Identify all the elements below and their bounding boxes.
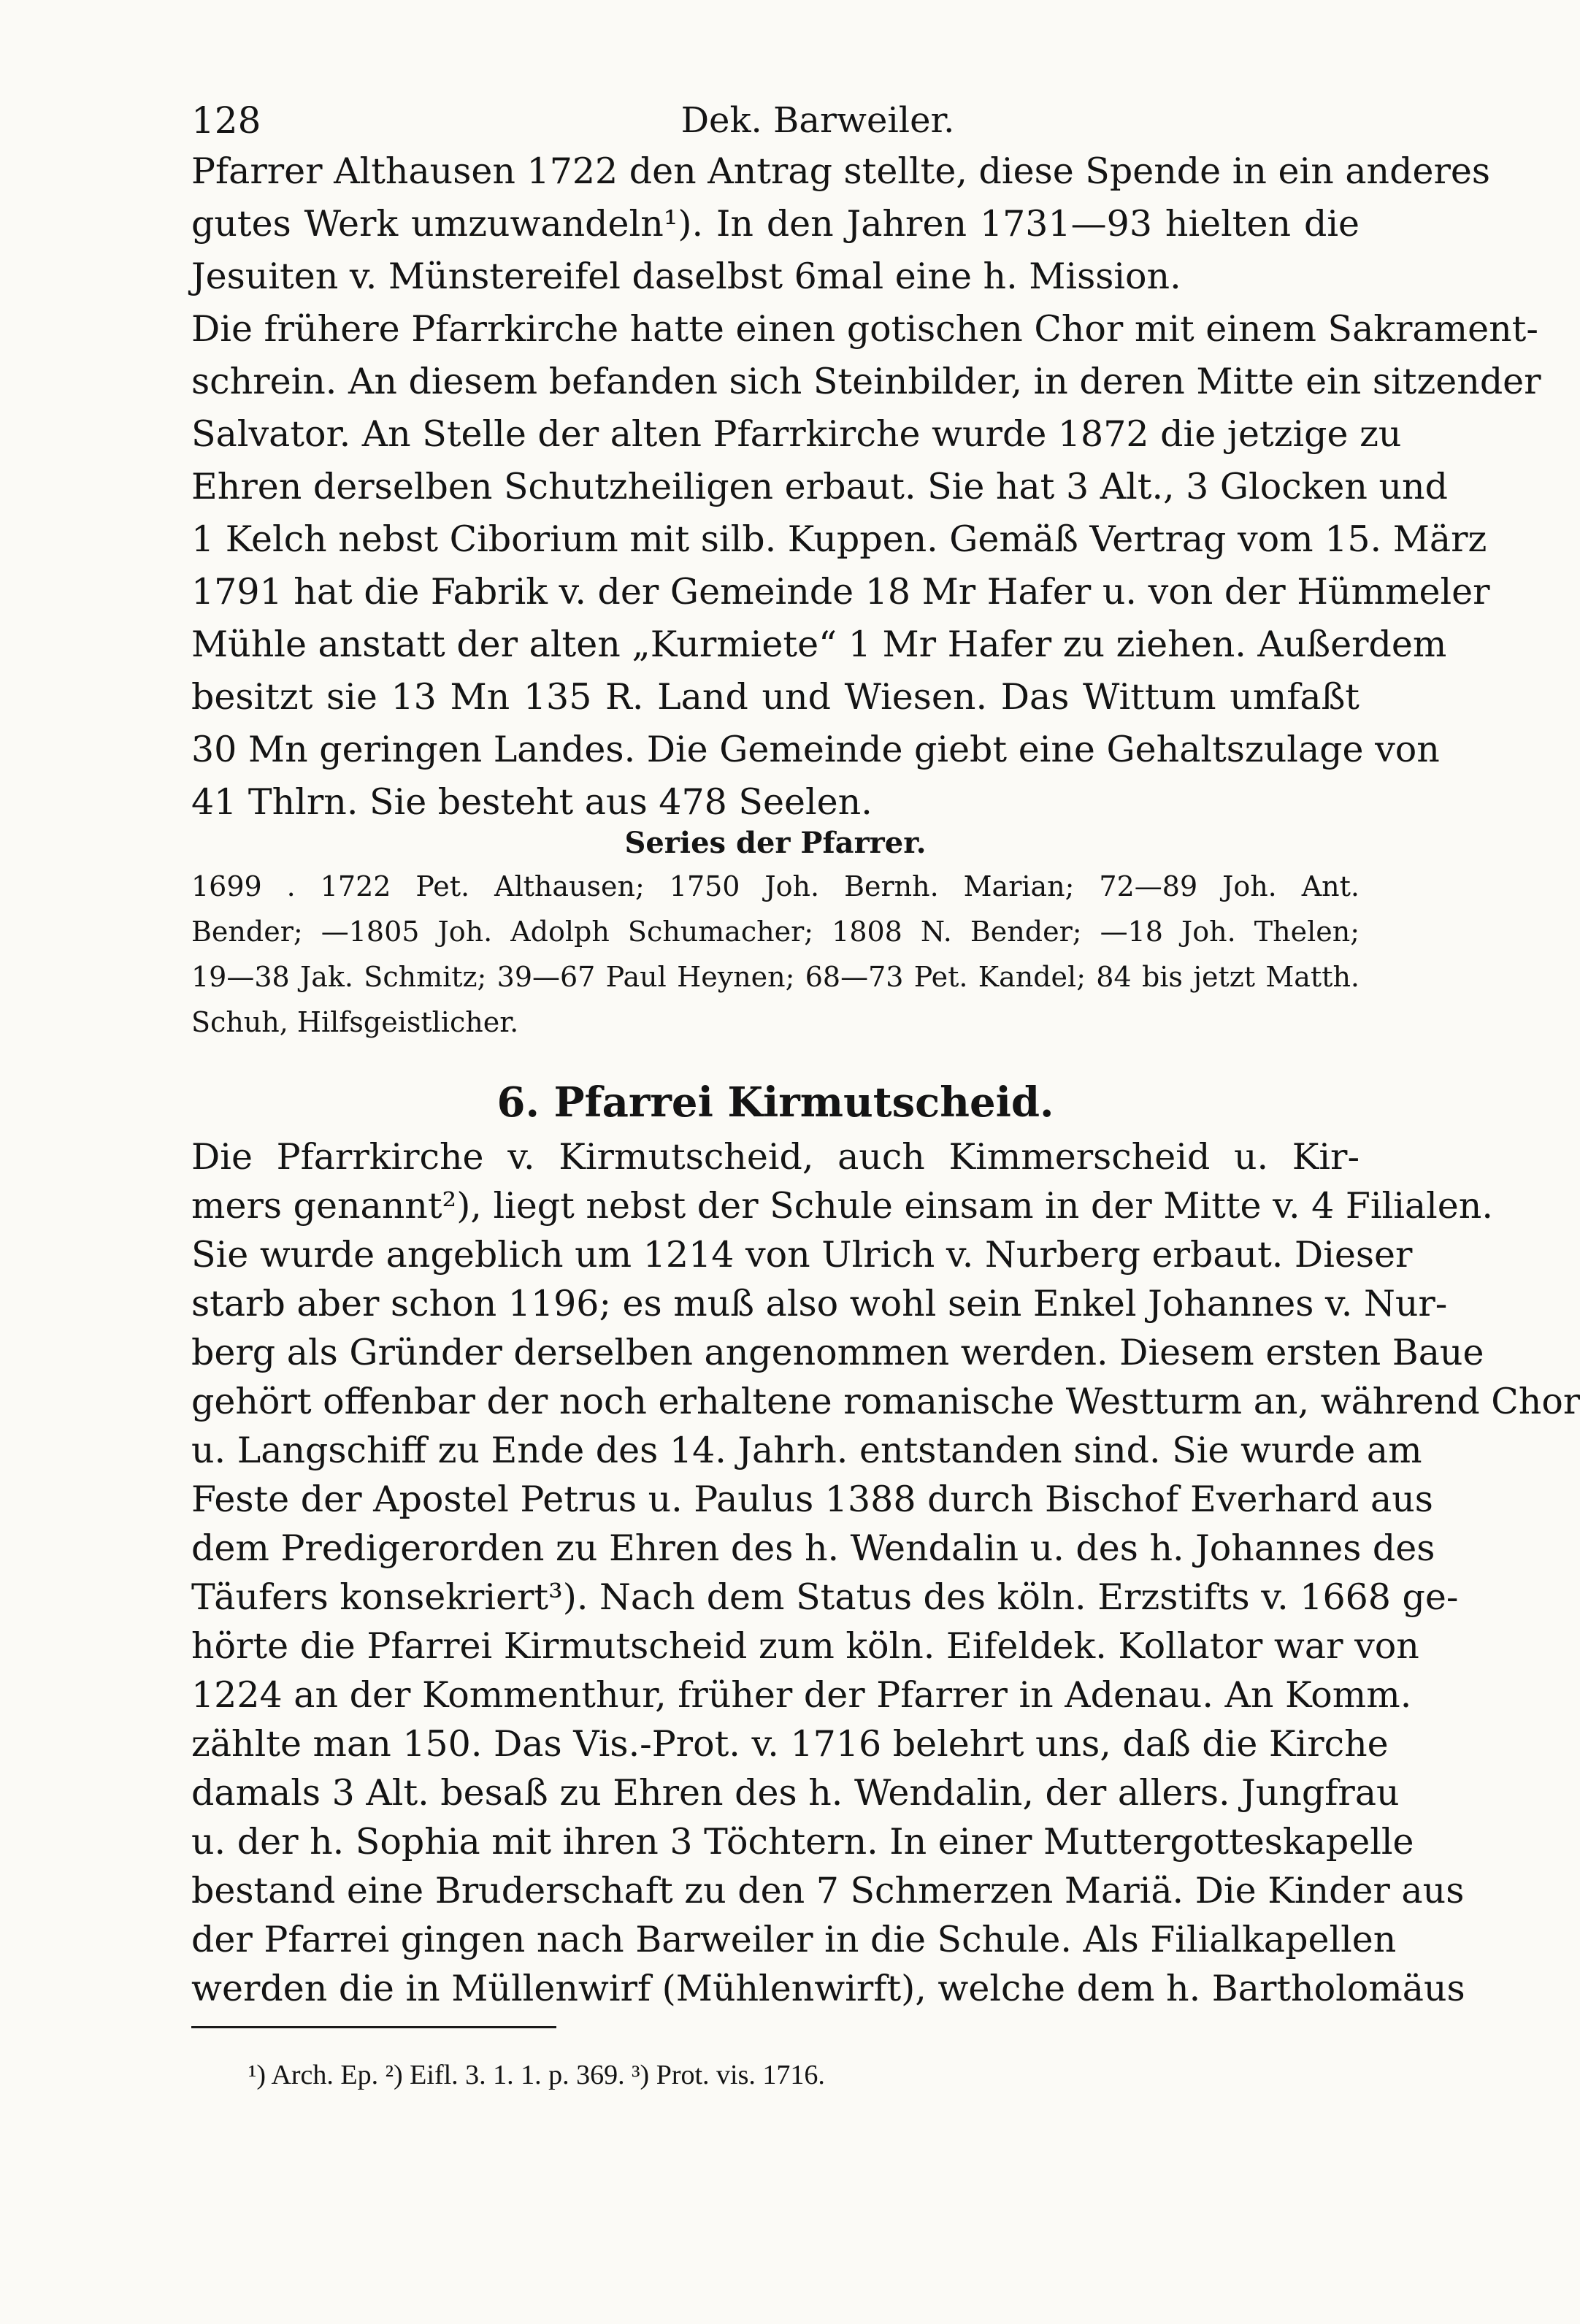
text-line: u. Langschiff zu Ende des 14. Jahrh. entstanden sind. Sie wurde am <box>191 1430 1422 1471</box>
text-line: Ehren derselben Schutzheiligen erbaut. Sie hat 3 Alt., 3 Glocken und <box>191 466 1448 507</box>
footnote-divider <box>191 2026 556 2028</box>
text-line: 30 Mn geringen Landes. Die Gemeinde giebt eine Gehaltszulage von <box>191 729 1440 770</box>
text-line: gutes Werk umzuwandeln¹). In den Jahren 1731—93 hielten die <box>191 203 1360 245</box>
series-line: Schuh, Hilfsgeistlicher. <box>191 1006 519 1038</box>
text-line: Sie wurde angeblich um 1214 von Ulrich v. Nurberg erbaut. Dieser <box>191 1234 1413 1276</box>
text-line: Täufers konsekriert³). Nach dem Status des köln. Erzstifts v. 1668 ge- <box>191 1576 1459 1618</box>
text-line: u. der h. Sophia mit ihren 3 Töchtern. In einer Muttergotteskapelle <box>191 1821 1414 1863</box>
text-line: Salvator. An Stelle der alten Pfarrkirche wurde 1872 die jetzige zu <box>191 413 1402 455</box>
text-line: Die Pfarrkirche v. Kirmutscheid, auch Kimmerscheid u. Kir- <box>191 1136 1360 1178</box>
footnotes: ¹) Arch. Ep. ²) Eifl. 3. 1. 1. p. 369. ³) Prot. vis. 1716. <box>248 2060 825 2090</box>
text-line: 1 Kelch nebst Ciborium mit silb. Kuppen. Gemäß Vertrag vom 15. März <box>191 518 1487 560</box>
text-line: mers genannt²), liegt nebst der Schule einsam in der Mitte v. 4 Filialen. <box>191 1185 1493 1227</box>
text-line: zählte man 150. Das Vis.-Prot. v. 1716 belehrt uns, daß die Kirche <box>191 1723 1389 1765</box>
text-line: damals 3 Alt. besaß zu Ehren des h. Wendalin, der allers. Jungfrau <box>191 1772 1400 1814</box>
text-line: hörte die Pfarrei Kirmutscheid zum köln. Eifeldek. Kollator war von <box>191 1625 1419 1667</box>
text-line: Jesuiten v. Münstereifel daselbst 6mal eine h. Mission. <box>191 256 1181 297</box>
series-line: 1699 . 1722 Pet. Althausen; 1750 Joh. Bernh. Marian; 72—89 Joh. Ant. <box>191 870 1360 902</box>
text-line: gehört offenbar der noch erhaltene romanische Westturm an, während Chor <box>191 1381 1580 1422</box>
page-number: 128 <box>191 99 261 142</box>
running-header: Dek. Barweiler. <box>680 100 955 141</box>
text-line: Pfarrer Althausen 1722 den Antrag stellte, diese Spende in ein anderes <box>191 150 1491 192</box>
series-heading: Series der Pfarrer. <box>624 826 927 860</box>
text-line: besitzt sie 13 Mn 135 R. Land und Wiesen. Das Wittum umfaßt <box>191 676 1360 718</box>
text-line: Mühle anstatt der alten „Kurmiete“ 1 Mr Hafer zu ziehen. Außerdem <box>191 624 1447 665</box>
text-line: bestand eine Bruderschaft zu den 7 Schmerzen Mariä. Die Kinder aus <box>191 1870 1465 1911</box>
text-line: 1224 an der Kommenthur, früher der Pfarrer in Adenau. An Komm. <box>191 1674 1412 1716</box>
text-line: werden die in Müllenwirf (Mühlenwirft), welche dem h. Bartholomäus <box>191 1968 1465 2009</box>
section-heading: 6. Pfarrei Kirmutscheid. <box>496 1078 1054 1127</box>
text-line: schrein. An diesem befanden sich Steinbilder, in deren Mitte ein sitzender <box>191 361 1541 402</box>
text-line: der Pfarrei gingen nach Barweiler in die Schule. Als Filialkapellen <box>191 1919 1397 1960</box>
text-line: starb aber schon 1196; es muß also wohl sein Enkel Johannes v. Nur- <box>191 1283 1448 1324</box>
series-line: Bender; —1805 Joh. Adolph Schumacher; 1808 N. Bender; —18 Joh. Thelen; <box>191 916 1360 948</box>
text-line: 1791 hat die Fabrik v. der Gemeinde 18 Mr Hafer u. von der Hümmeler <box>191 571 1490 613</box>
text-line: 41 Thlrn. Sie besteht aus 478 Seelen. <box>191 781 873 823</box>
text-line: Feste der Apostel Petrus u. Paulus 1388 durch Bischof Everhard aus <box>191 1479 1433 1520</box>
text-line: Die frühere Pfarrkirche hatte einen gotischen Chor mit einem Sakrament- <box>191 308 1538 350</box>
text-line: berg als Gründer derselben angenommen werden. Diesem ersten Baue <box>191 1332 1484 1373</box>
series-line: 19—38 Jak. Schmitz; 39—67 Paul Heynen; 68—73 Pet. Kandel; 84 bis jetzt Matth. <box>191 961 1360 993</box>
text-line: dem Predigerorden zu Ehren des h. Wendalin u. des h. Johannes des <box>191 1527 1435 1569</box>
